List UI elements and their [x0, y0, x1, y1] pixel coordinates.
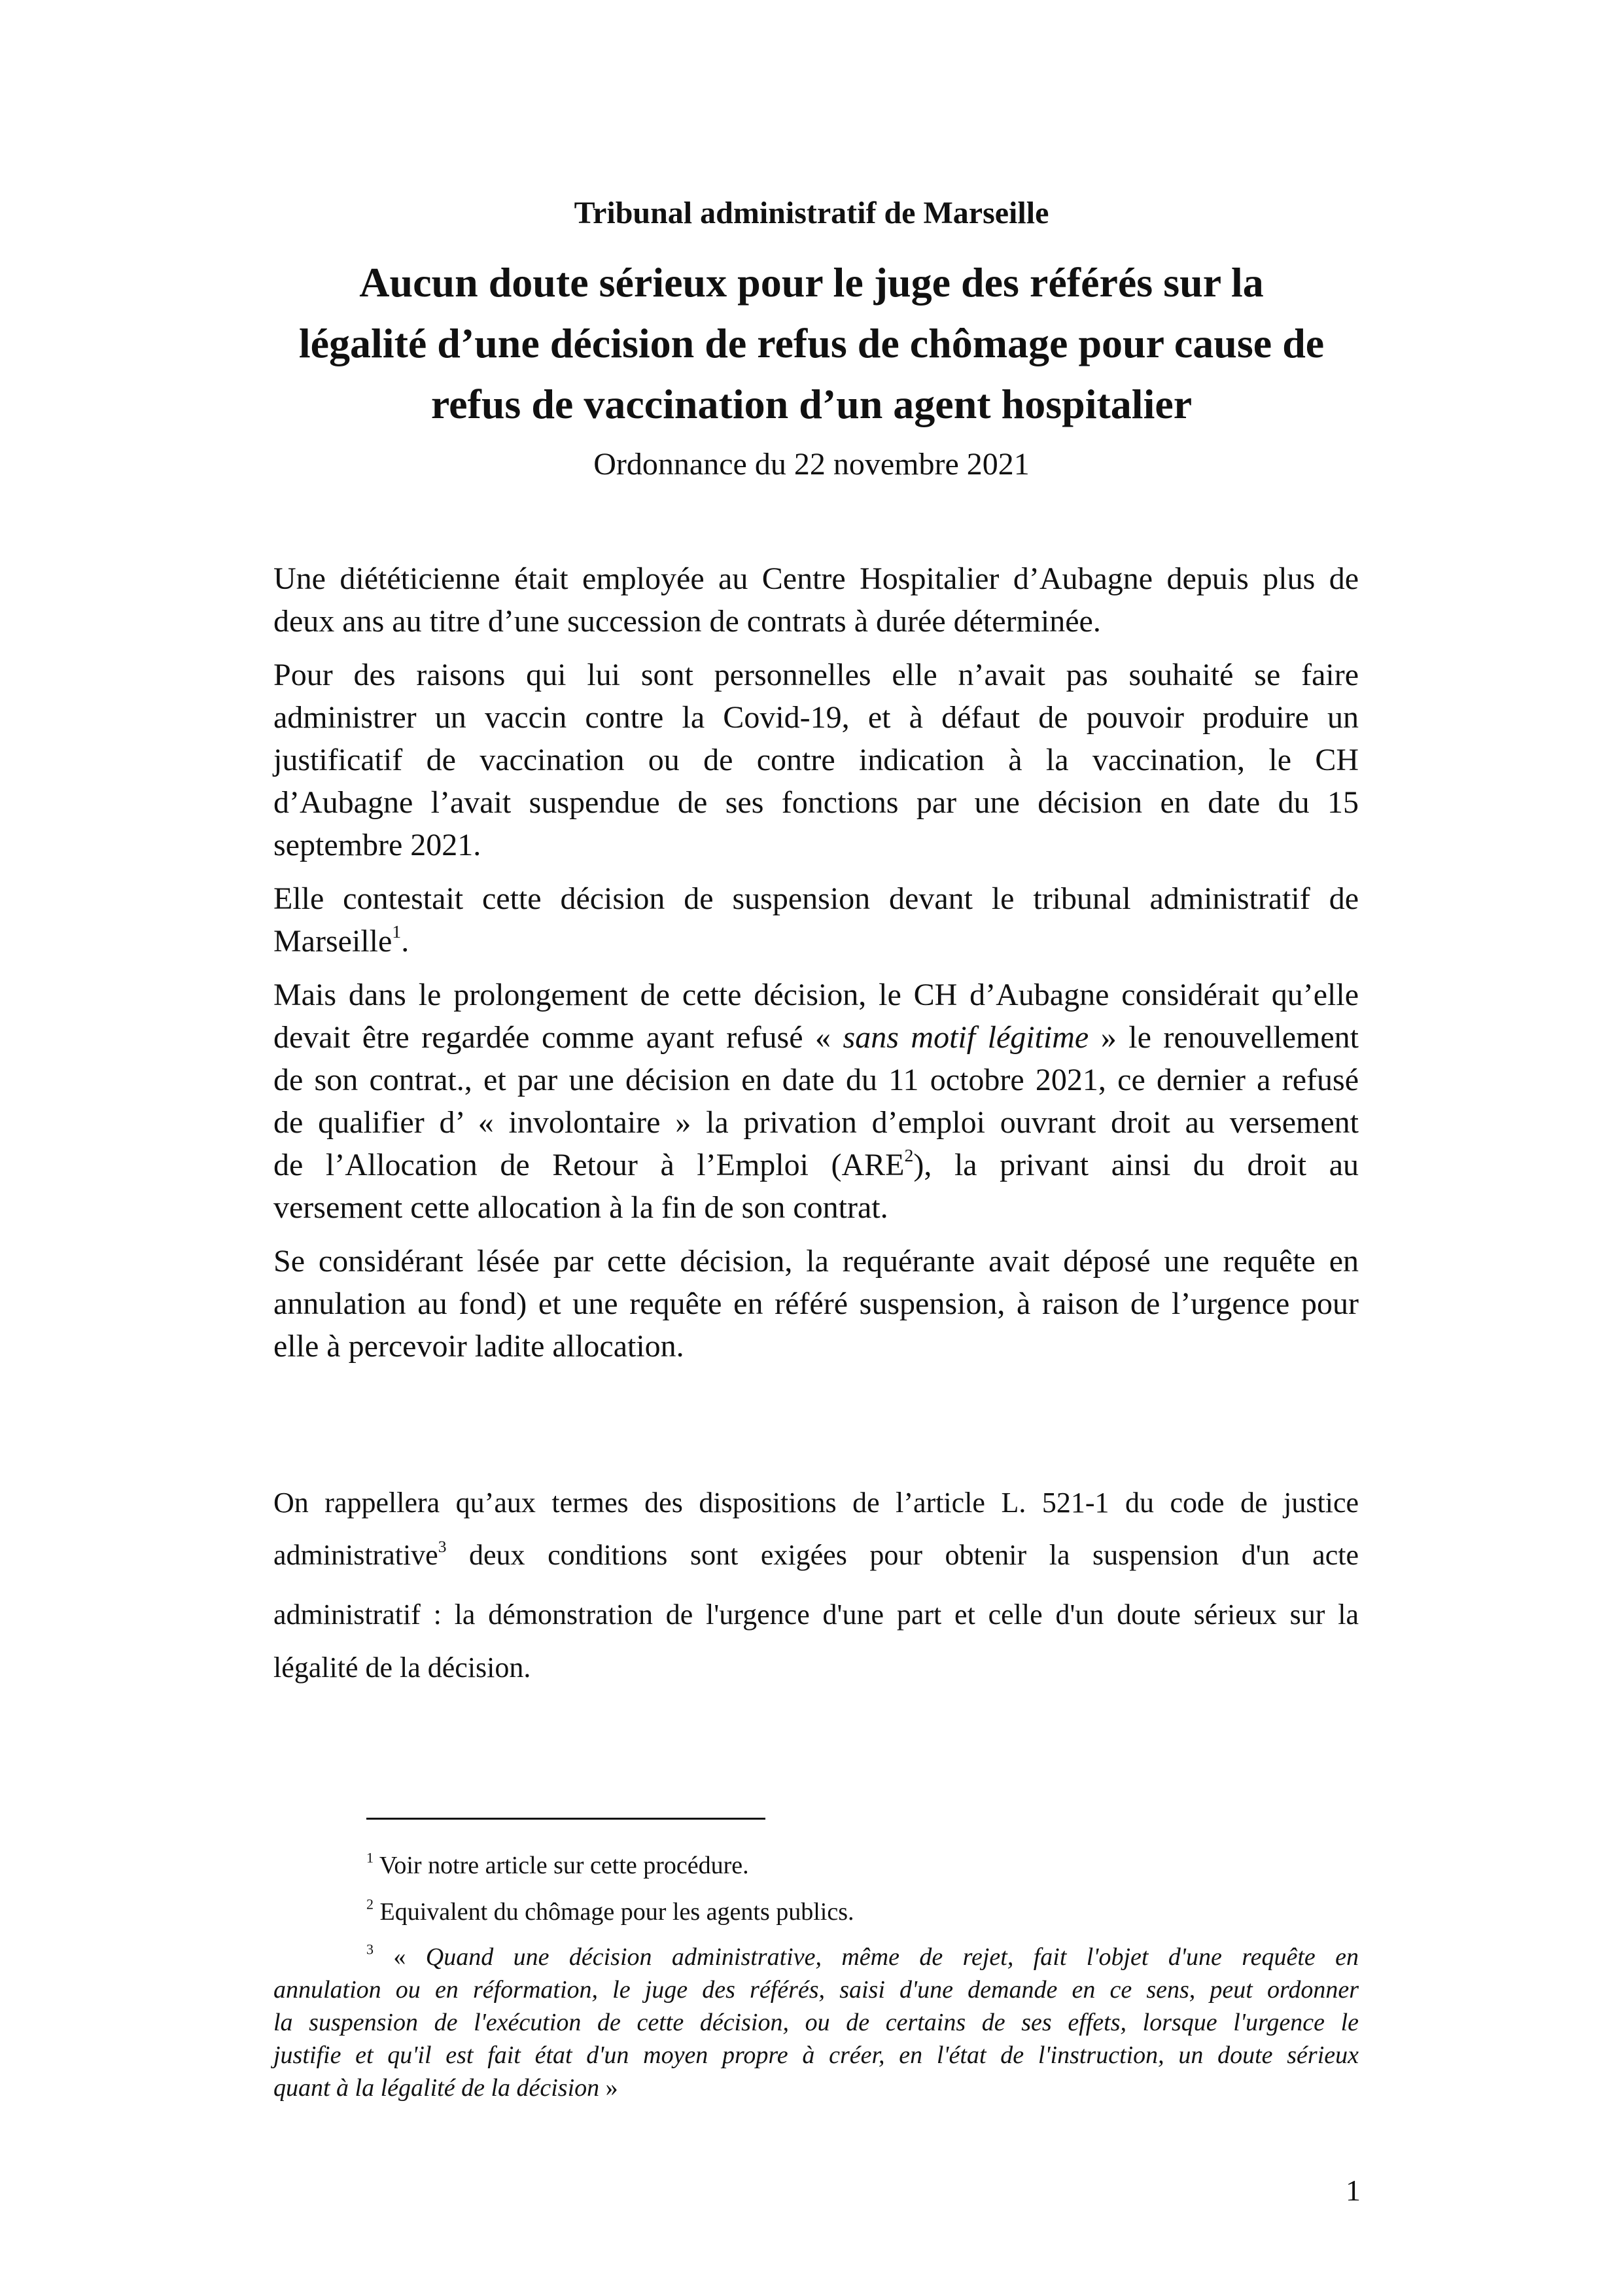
text-line: justificatif de vaccination ou de contre indication à la vaccination, le CH: [273, 743, 1359, 777]
page-number: 1: [1346, 2174, 1361, 2207]
text-fragment: «: [374, 1943, 426, 1971]
text-line: administrer un vaccin contre la Covid-19, et à défaut de pouvoir produire un: [273, 700, 1359, 735]
paragraph-5: [273, 1240, 1359, 1368]
text-fragment: » le renouvellement: [1089, 1020, 1359, 1055]
text-fragment: devait être regardée comme ayant refusé «: [273, 1020, 843, 1055]
text-line: [273, 2072, 1359, 2104]
article-body: [273, 557, 1359, 1379]
footnote-number: 3: [366, 1941, 374, 1958]
text-fragment: Marseille: [273, 924, 393, 959]
text-fragment: .: [401, 924, 410, 959]
footnote-ref-1[interactable]: 1: [392, 922, 402, 943]
paragraph-1: [273, 557, 1359, 643]
text-line: [273, 1526, 1359, 1585]
footnote-2: [366, 1896, 854, 1928]
text-fragment: administrative: [273, 1539, 438, 1571]
footnote-1: [366, 1849, 749, 1882]
text-line: Une diététicienne était employée au Centre Hospitalier d’Aubagne depuis plus de: [273, 561, 1359, 596]
text-line: On rappellera qu’aux termes des dispositions de l’article L. 521-1 du code de justice: [273, 1487, 1359, 1519]
text-line: Se considérant lésée par cette décision, la requérante avait déposé une requête en: [273, 1244, 1359, 1279]
text-fragment: »: [599, 2074, 618, 2102]
paragraph-4: [273, 974, 1359, 1229]
text-line: [273, 1973, 1359, 2006]
footnote-quote: quant à la légalité de la décision: [273, 2074, 600, 2102]
text-line: [273, 2039, 1359, 2072]
footnote-3: [273, 1941, 1359, 2104]
text-line: Pour des raisons qui lui sont personnelles elle n’avait pas souhaité se faire: [273, 658, 1359, 692]
footnote-quote: Quand une décision administrative, même de rejet, fait l'objet d'une requête en: [425, 1943, 1359, 1971]
title-line: refus de vaccination d’un agent hospitalier: [430, 381, 1193, 427]
text-line: Mais dans le prolongement de cette décision, le CH d’Aubagne considérait qu’elle: [273, 978, 1359, 1012]
text-line: [273, 1016, 1359, 1059]
text-fragment: ), la privant ainsi du droit au: [913, 1148, 1359, 1182]
text-fragment: de l’Allocation de Retour à l’Emploi (ARE: [273, 1148, 905, 1182]
text-line: annulation au fond) et une requête en référé suspension, à raison de l’urgence pour: [273, 1286, 1359, 1321]
text-line: Elle contestait cette décision de suspension devant le tribunal administratif de: [273, 881, 1359, 916]
text-line: [273, 920, 1359, 963]
footnote-number: 1: [366, 1849, 374, 1866]
text-line: administratif : la démonstration de l'urgence d'une part et celle d'un doute sérieux sur la: [273, 1598, 1359, 1631]
text-line: de qualifier d’ « involontaire » la privation d’emploi ouvrant droit au versement: [273, 1105, 1359, 1140]
text-line: de son contrat., et par une décision en date du 11 octobre 2021, ce dernier a refusé: [273, 1063, 1359, 1097]
footnote-text: Voir notre article sur cette procédure.: [374, 1852, 749, 1879]
footnote-quote: justifie et qu'il est fait état d'un moyen propre à créer, en l'état de l'instruction, un doute sérieux: [273, 2041, 1359, 2069]
title-line: Aucun doute sérieux pour le juge des référés sur la: [359, 259, 1264, 306]
footnote-text: Equivalent du chômage pour les agents publics.: [374, 1898, 854, 1926]
text-line: légalité de la décision.: [273, 1651, 531, 1684]
text-line: deux ans au titre d’une succession de contrats à durée déterminée.: [273, 604, 1101, 639]
footnote-number: 2: [366, 1896, 374, 1913]
footnote-quote: annulation ou en réformation, le juge des référés, saisi d'une demande en ce sens, peut ordonner: [273, 1976, 1359, 2004]
text-line: [273, 1941, 1359, 1973]
text-line: [273, 2006, 1359, 2039]
footnote-ref-3[interactable]: 3: [438, 1536, 447, 1556]
footnote-quote: la suspension de l'exécution de cette décision, ou de certains de ses effets, lorsque l'urgence le: [273, 2009, 1359, 2036]
text-line: [273, 1144, 1359, 1186]
text-fragment: deux conditions sont exigées pour obtenir la suspension d'un acte: [446, 1539, 1359, 1571]
title-line: légalité d’une décision de refus de chômage pour cause de: [298, 320, 1325, 366]
text-line: elle à percevoir ladite allocation.: [273, 1329, 684, 1364]
text-line: versement cette allocation à la fin de son contrat.: [273, 1190, 888, 1225]
ordonnance-date: Ordonnance du 22 novembre 2021: [593, 447, 1030, 482]
paragraph-3: [273, 877, 1359, 963]
article-title: [262, 252, 1361, 434]
rappel-paragraph: [273, 1480, 1359, 1691]
italic-quote: sans motif légitime: [843, 1020, 1089, 1055]
paragraph-2: [273, 654, 1359, 866]
footnote-separator: [366, 1818, 765, 1820]
text-line: septembre 2021.: [273, 828, 481, 862]
court-name: Tribunal administratif de Marseille: [574, 196, 1049, 230]
footnote-ref-2[interactable]: 2: [904, 1146, 914, 1167]
text-line: d’Aubagne l’avait suspendue de ses fonctions par une décision en date du 15: [273, 785, 1359, 820]
